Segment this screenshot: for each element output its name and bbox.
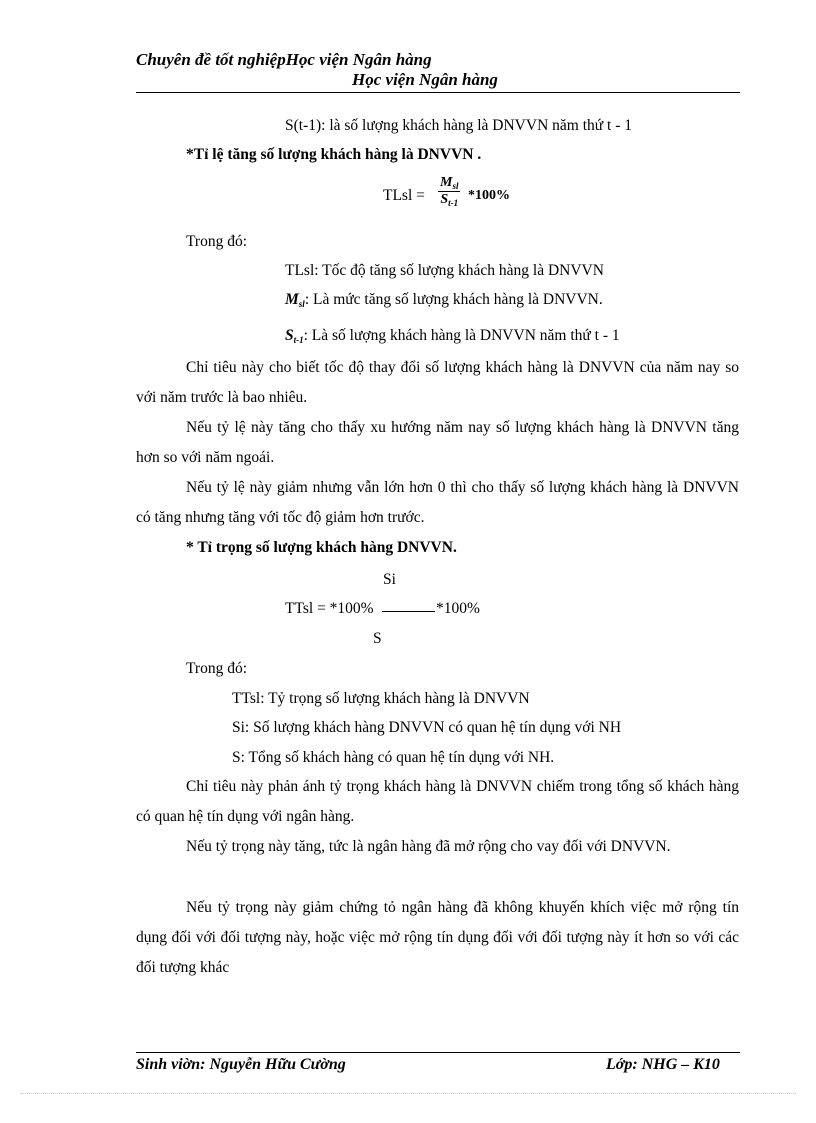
formula1-denominator: S <box>440 192 449 207</box>
st1-definition: : Là số lượng khách hàng là DNVVN năm thứ t - 1 <box>303 327 620 344</box>
paragraph-3-text: Nếu tỷ lệ này giảm nhưng vẫn lớn hơn 0 thì cho thấy số lượng khách hàng là DNVVN có tăng nhưng tăng với tốc độ giảm hơn trước. <box>136 479 739 526</box>
paragraph-1-text: Chỉ tiêu này cho biết tốc độ thay đổi số lượng khách hàng là DNVVN của năm nay so với năm trước là bao nhiêu. <box>136 359 739 406</box>
heading-share: * Tỉ trọng số lượng khách hàng DNVVN. <box>186 539 457 556</box>
formula1-lhs: TLsl = <box>383 187 425 204</box>
paragraph-5-text: Nếu tỷ trọng này tăng, tức là ngân hàng đã mở rộng cho vay đối với DNVVN. <box>186 838 671 855</box>
formula2-rhs: *100% <box>436 600 480 617</box>
paragraph-5 <box>136 832 739 862</box>
formula2-lhs: TTsl = *100% <box>285 600 374 617</box>
msl-symbol: M <box>285 291 299 308</box>
def-ttsl: TTsl: Tỷ trọng số lượng khách hàng là DNVVN <box>232 690 530 707</box>
formula2-denominator: S <box>373 630 382 647</box>
paragraph-3 <box>136 473 739 533</box>
paragraph-4-text: Chỉ tiêu này phản ánh tỷ trọng khách hàng là DNVVN chiếm trong tổng số khách hàng có quan hệ tín dụng với ngân hàng. <box>136 778 739 825</box>
footer-class: Lớp: NHG – K10 <box>606 1056 720 1073</box>
formula1-fraction <box>438 175 460 208</box>
header-title: Chuyên đề tốt nghiệpHọc viện Ngân hàng <box>136 50 432 69</box>
def-msl <box>285 290 603 314</box>
where-label-1: Trong đó: <box>186 233 248 250</box>
paragraph-6-text: Nếu tỷ trọng này giảm chứng tỏ ngân hàng đã không khuyến khích việc mở rộng tín dụng đối với đối tượng này, hoặc việc mở rộng tín dụng đối với đối tượng này ít hơn so với các đối tượng khác <box>136 899 739 976</box>
header-subtitle: Học viện Ngân hàng <box>352 70 498 89</box>
def-s-t1-line: S(t-1): là số lượng khách hàng là DNVVN năm thứ t - 1 <box>285 117 632 134</box>
paragraph-1 <box>136 353 739 413</box>
formula1-denominator-sub: t-1 <box>448 198 459 208</box>
st1-symbol: S <box>285 327 294 344</box>
footer-student: Sinh viờn: Nguyễn Hữu Cường <box>136 1056 346 1073</box>
formula2-fraction-bar <box>382 611 435 612</box>
def-s: S: Tổng số khách hàng có quan hệ tín dụng với NH. <box>232 749 555 766</box>
paragraph-4 <box>136 772 739 832</box>
def-si: Si: Số lượng khách hàng DNVVN có quan hệ tín dụng với NH <box>232 719 622 736</box>
st1-symbol-sub: t-1 <box>293 335 304 345</box>
msl-symbol-sub: sl <box>298 299 305 309</box>
msl-definition: : Là mức tăng số lượng khách hàng là DNVVN. <box>304 291 603 308</box>
formula1-numerator-sub: sl <box>452 181 459 191</box>
formula1-numerator: M <box>440 175 453 190</box>
where-label-2: Trong đó: <box>186 660 248 677</box>
def-tlsl: TLsl: Tốc độ tăng số lượng khách hàng là DNVVN <box>285 262 604 279</box>
def-st1 <box>285 326 620 350</box>
page-edge-dots <box>20 1093 796 1094</box>
footer-rule <box>136 1052 740 1053</box>
paragraph-6 <box>136 893 739 983</box>
heading-growth-rate: *Tỉ lệ tăng số lượng khách hàng là DNVVN . <box>186 146 482 163</box>
paragraph-2-text: Nếu tỷ lệ này tăng cho thấy xu hướng năm nay số lượng khách hàng là DNVVN tăng hơn so với năm ngoái. <box>136 419 739 466</box>
paragraph-2 <box>136 413 739 473</box>
formula1-rhs: *100% <box>468 188 510 203</box>
formula2-numerator: Si <box>383 571 396 588</box>
header-rule <box>136 92 740 93</box>
